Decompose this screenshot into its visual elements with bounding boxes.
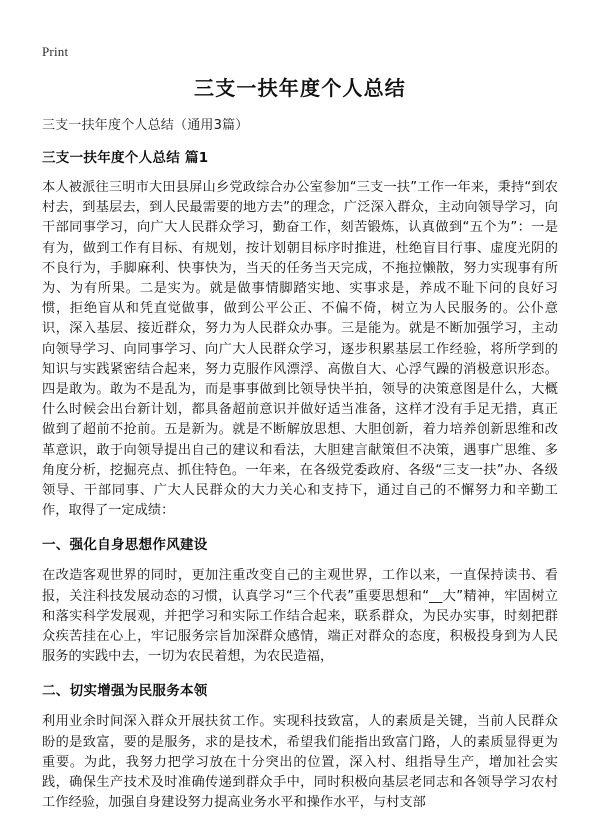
section-body-2: 利用业余时间深入群众开展扶贫工作。实现科技致富，人的素质是关键，当前人民群众盼的是致富，要的是服务，求的是技术，希望我们能指出致富门路，人的素质显得更为重要。为此，我努力把学习放在十分突出的位置，深入村、组指导生产，增加社会实践，确保生产技术及时准确传递到群众手中，同时积极向基层老同志和各领导学习农村工作经验，加强自身建设努力提高业务水平和操作水平，与村支部: [42, 714, 558, 811]
print-link[interactable]: Print: [42, 44, 69, 59]
document-subtitle: 三支一扶年度个人总结（通用3篇）: [42, 118, 249, 133]
article-heading: 三支一扶年度个人总结 篇1: [42, 150, 209, 166]
section-heading-1: 一、强化自身思想作风建设: [42, 537, 208, 554]
intro-paragraph: 本人被派往三明市大田县屏山乡党政综合办公室参加“三支一扶”工作一年来，秉持“到农村去，到基层去，到人民最需要的地方去”的理念，广泛深入群众，主动向领导学习，向干部同事学习，向广大人民群众学习，勤奋工作，刻苦锻炼，认真做到“五个为”：一是有为，做到工作有目标、有规划，按计划朝目标序时推进，杜绝盲目行事、虚度光阴的不良行为，手脚麻利、快事快为，当天的任务当天完成，不拖拉懒散，努力实现事有所为、为有所果。二是实为。就是做事情脚踏实地、实事求是，养成不耻下问的良好习惯，拒绝盲从和凭直觉做事，做到公平公正、不偏不倚，树立为人民服务的。公仆意识，深入基层、接近群众，努力为人民群众办事。三是能为。就是不断加强学习，主动向领导学习、向同事学习、向广大人民群众学习，逐步积累基层工作经验，将所学到的知识与实践紧密结合起来，努力克服作风漂浮、高傲自大、心浮气躁的消极意识形态。四是敢为。敢为不是乱为，而是事事做到比领导快半拍，领导的决策意图是什么，大概什么时候会出台新计划，都具备超前意识并做好适当准备，这样才没有手足无措，真正做到了超前不抢前。五是新为。就是不断解放思想、大胆创新，着力培养创新思维和改革意识，敢于向领导提出自己的建议和看法，大胆建言献策但不决策，遇事广思维、多角度分析，挖掘亮点、抓住特色。一年来，在各级党委政府、各级“三支一扶”办、各级领导、干部同事、广大人民群众的大力关心和支持下，通过自己的不懈努力和辛勤工作，取得了一定成绩：: [42, 180, 558, 519]
section-body-1: 在改造客观世界的同时，更加注重改变自己的主观世界，工作以来，一直保持读书、看报，关注科技发展动态的习惯，认真学习“三个代表”重要思想和“__大”精神，牢固树立和落实科学发展观，并把学习和实际工作结合起来，联系群众，为民办实事，时刻把群众疾苦挂在心上，牢记服务宗旨加深群众感情，端正对群众的态度，积极投身到为人民服务的实践中去，一切为农民着想，为农民造福，: [42, 568, 558, 665]
document-content: [42, 74, 558, 813]
section-heading-2: 二、切实增强为民服务本领: [42, 683, 208, 700]
page-title: 三支一扶年度个人总结: [194, 76, 406, 100]
